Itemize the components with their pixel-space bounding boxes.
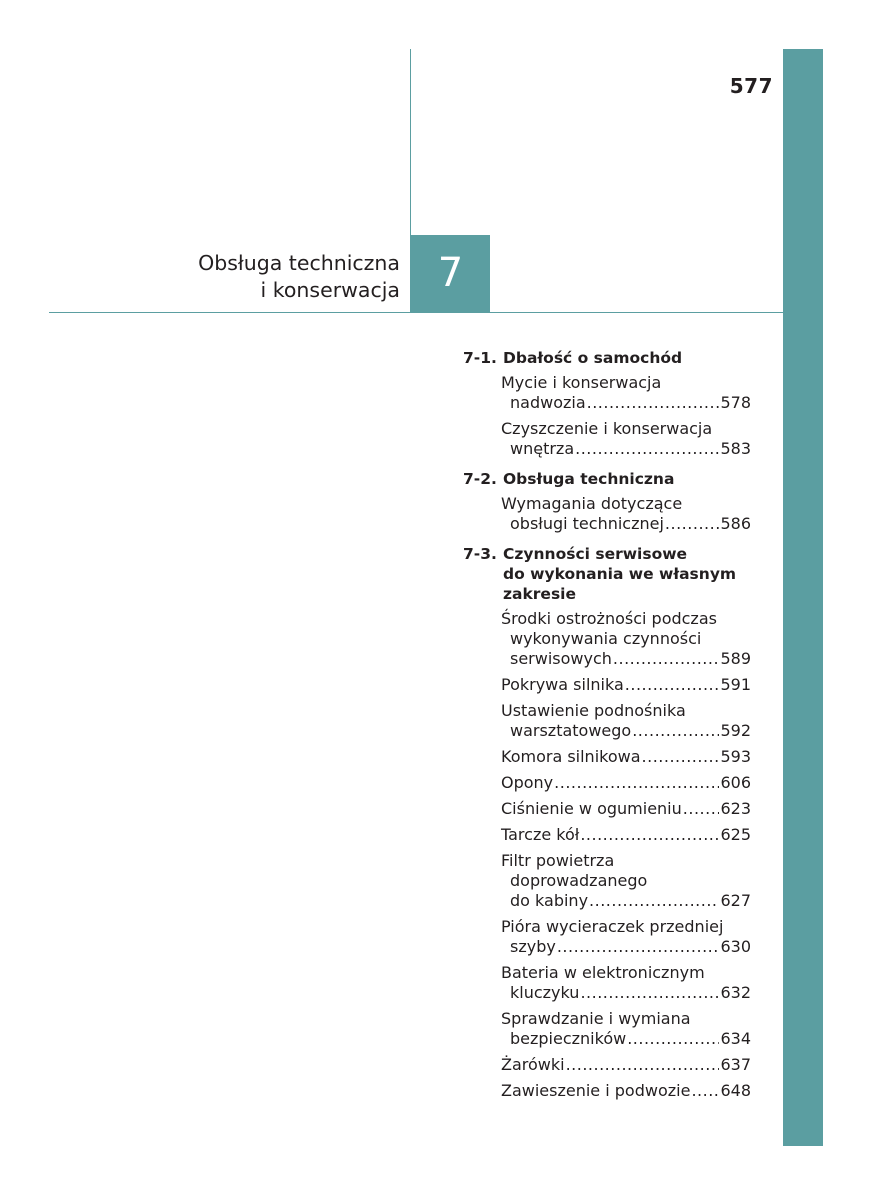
toc-entry-line-with-page: [501, 825, 751, 845]
toc-entry-line-with-page: [501, 439, 751, 459]
toc-entry-page-number: 583: [720, 439, 751, 458]
toc-entry-text-line: obsługi technicznej: [510, 514, 664, 533]
toc-entry-line-with-page: [501, 937, 751, 957]
dot-leader: [627, 1029, 719, 1049]
toc-entry[interactable]: [501, 825, 751, 845]
toc-section-number: 7-1.: [463, 349, 497, 367]
toc-entry-text-line: Sprawdzanie i wymiana: [501, 1009, 691, 1028]
toc-entry[interactable]: [501, 851, 751, 911]
toc-entry-page-number: 625: [720, 825, 751, 844]
toc-entry-text-line: do kabiny: [510, 891, 589, 910]
dot-leader: [625, 675, 720, 695]
toc-entry[interactable]: [501, 675, 751, 695]
toc-entry-text-line: Ustawienie podnośnika: [501, 701, 686, 720]
toc-entry-text-line: Żarówki: [501, 1055, 565, 1074]
toc-entry-text-line: Zawieszenie i podwozie: [501, 1081, 691, 1100]
dot-leader: [665, 514, 720, 534]
toc-entry-text-line: wykonywania czynności: [510, 629, 702, 648]
toc-section-heading[interactable]: [463, 544, 753, 604]
toc-entry[interactable]: [501, 1081, 751, 1101]
toc-entry-text-line: Komora silnikowa: [501, 747, 641, 766]
toc-entry-text-line: nadwozia: [510, 393, 586, 412]
toc-entry-text-line: doprowadzanego: [510, 871, 648, 890]
toc-entry[interactable]: [501, 373, 751, 413]
toc-entry-page-number: 637: [720, 1055, 751, 1074]
toc-entry[interactable]: [501, 1009, 751, 1049]
dot-leader: [613, 649, 720, 669]
dot-leader: [683, 799, 720, 819]
dot-leader: [642, 747, 720, 767]
dot-leader: [575, 439, 719, 459]
toc-entry-line-with-page: [501, 983, 751, 1003]
toc-section-title-line: do wykonania we własnym: [503, 565, 737, 583]
chapter-title: [198, 250, 400, 304]
toc-entry-line-with-page: [501, 747, 751, 767]
toc-entry-text-line: Bateria w elektronicznym: [501, 963, 705, 982]
toc-section-heading[interactable]: [463, 348, 753, 368]
toc-entry-page-number: 627: [720, 891, 751, 910]
toc-section-title: [503, 544, 753, 604]
dot-leader: [580, 825, 719, 845]
toc-entry-page-number: 623: [720, 799, 751, 818]
toc-section-number: 7-3.: [463, 545, 497, 563]
toc-entry-line-with-page: [501, 649, 751, 669]
table-of-contents: [463, 348, 753, 1107]
toc-entry-text-line: Filtr powietrza: [501, 851, 615, 870]
toc-section-title: [503, 348, 753, 368]
toc-entry-page-number: 632: [720, 983, 751, 1002]
toc-entry[interactable]: [501, 747, 751, 767]
toc-entry-line-with-page: [501, 675, 751, 695]
toc-entry-text-line: Opony: [501, 773, 554, 792]
toc-entry-text-line: Mycie i konserwacja: [501, 373, 662, 392]
toc-entry-line-with-page: [501, 393, 751, 413]
toc-entry[interactable]: [501, 1055, 751, 1075]
toc-entry[interactable]: [501, 917, 751, 957]
dot-leader: [580, 983, 719, 1003]
toc-entry-text-line: Środki ostrożności podczas: [501, 609, 717, 628]
toc-entry-text-line: szyby: [510, 937, 556, 956]
toc-section-title-line: zakresie: [503, 585, 576, 603]
dot-leader: [554, 773, 719, 793]
dot-leader: [566, 1055, 720, 1075]
toc-entry-page-number: 593: [720, 747, 751, 766]
toc-section-title-line: Obsługa techniczna: [503, 470, 675, 488]
toc-entry-page-number: 592: [720, 721, 751, 740]
toc-section-title: [503, 469, 753, 489]
toc-section-heading[interactable]: [463, 469, 753, 489]
toc-entry-text-line: Pióra wycieraczek przedniej: [501, 917, 724, 936]
toc-section-title-line: Dbałość o samochód: [503, 349, 683, 367]
toc-entry-line-with-page: [501, 1055, 751, 1075]
dot-leader: [632, 721, 719, 741]
toc-entry-line-with-page: [501, 773, 751, 793]
toc-entry[interactable]: [501, 609, 751, 669]
toc-entry-page-number: 648: [720, 1081, 751, 1100]
toc-entry-text-line: Pokrywa silnika: [501, 675, 624, 694]
toc-entry-line-with-page: [501, 891, 751, 911]
page-number: 577: [729, 74, 773, 98]
toc-entry[interactable]: [501, 963, 751, 1003]
dot-leader: [589, 891, 719, 911]
toc-entry-line-with-page: [501, 799, 751, 819]
dot-leader: [691, 1081, 719, 1101]
toc-entry-text-line: Wymagania dotyczące: [501, 494, 683, 513]
toc-entry-text-line: warsztatowego: [510, 721, 632, 740]
toc-entry-text-line: Tarcze kół: [501, 825, 580, 844]
toc-entry[interactable]: [501, 419, 751, 459]
toc-entry-text-line: bezpieczników: [510, 1029, 627, 1048]
toc-entry-line-with-page: [501, 721, 751, 741]
toc-entry[interactable]: [501, 494, 751, 534]
chapter-title-line: i konserwacja: [260, 278, 400, 302]
toc-entry-page-number: 606: [720, 773, 751, 792]
toc-entry-page-number: 589: [720, 649, 751, 668]
toc-entry[interactable]: [501, 773, 751, 793]
toc-entry-text-line: Ciśnienie w ogumieniu: [501, 799, 682, 818]
toc-entry-line-with-page: [501, 514, 751, 534]
toc-entry[interactable]: [501, 799, 751, 819]
toc-entry-page-number: 634: [720, 1029, 751, 1048]
toc-entry-text-line: wnętrza: [510, 439, 575, 458]
dot-leader: [557, 937, 720, 957]
toc-entry-text-line: serwisowych: [510, 649, 612, 668]
toc-entry[interactable]: [501, 701, 751, 741]
dot-leader: [587, 393, 720, 413]
toc-entry-page-number: 578: [720, 393, 751, 412]
toc-section-number: 7-2.: [463, 470, 497, 488]
chapter-number-box: 7: [411, 235, 490, 312]
horizontal-divider: [49, 312, 783, 313]
toc-entry-page-number: 630: [720, 937, 751, 956]
chapter-side-tab: [783, 49, 823, 1146]
toc-entry-page-number: 586: [720, 514, 751, 533]
toc-section-title-line: Czynności serwisowe: [503, 545, 688, 563]
toc-entry-text-line: Czyszczenie i konserwacja: [501, 419, 713, 438]
toc-entry-text-line: kluczyku: [510, 983, 580, 1002]
toc-entry-line-with-page: [501, 1081, 751, 1101]
chapter-title-line: Obsługa techniczna: [198, 251, 400, 275]
toc-entry-page-number: 591: [720, 675, 751, 694]
toc-entry-line-with-page: [501, 1029, 751, 1049]
